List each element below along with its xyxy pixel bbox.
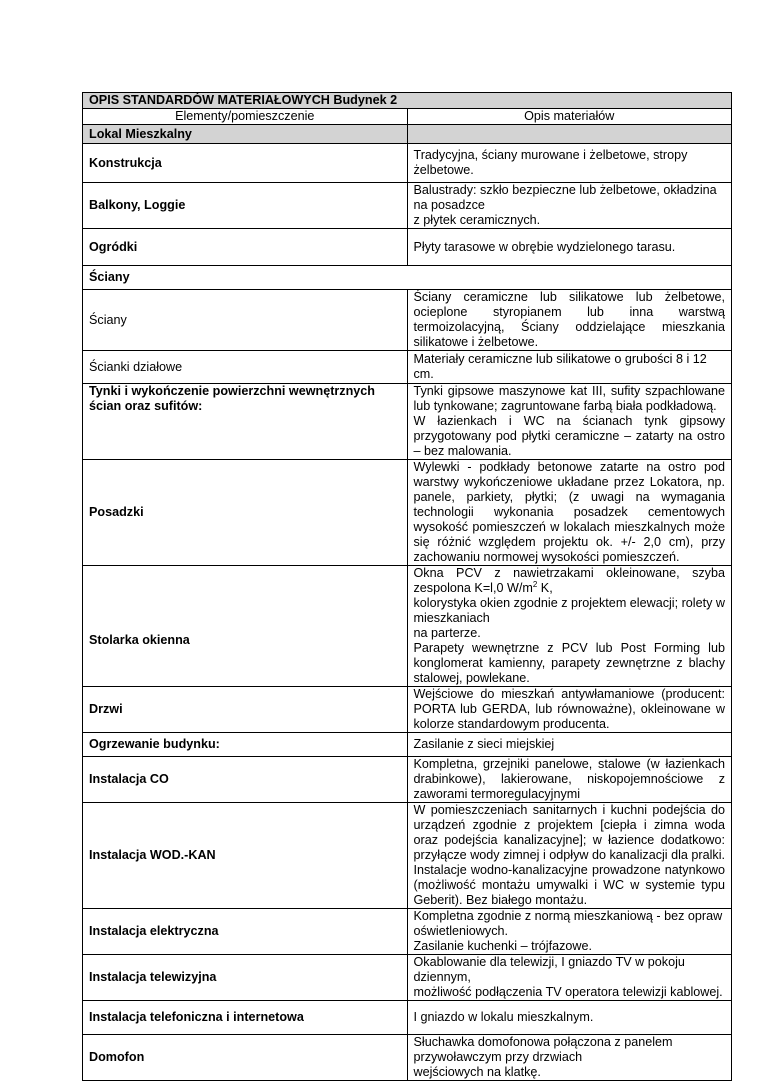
- row-description: Wylewki - podkłady betonowe zatarte na ostro pod warstwy wykończeniowe układane przez Lokatora, np. panele, parkiety, płytki; (z uwagi na wymagania technologii wykonania posadzek cementowych wysokość pomieszczeń w lokalach mieszkalnych może się różnić względem projektu ok. +/- 2,0 cm), przy zachowaniu normowej wysokości pomieszczeń.: [407, 460, 732, 566]
- row-description: Zasilanie z sieci miejskiej: [407, 733, 732, 757]
- row-label: Ścianki działowe: [83, 351, 408, 384]
- row-description-line: Słuchawka domofonowa połączona z panelem przywoławczym przy drzwiach: [413, 1035, 673, 1064]
- row-description-line: Zasilanie kuchenki – trójfazowe.: [413, 939, 593, 953]
- row-description: Tradycyjna, ściany murowane i żelbetowe, stropy żelbetowe.: [407, 144, 732, 183]
- row-label: Instalacja CO: [83, 757, 408, 803]
- row-description: Ściany ceramiczne lub silikatowe lub żelbetowe, ocieplone styropianem lub inna warstwą termoizolacyjną, Ściany oddzielające mieszkania silikatowe i żelbetowe.: [407, 290, 732, 351]
- table-row: [83, 909, 732, 955]
- document-title: OPIS STANDARDÓW MATERIAŁOWYCH Budynek 2: [83, 93, 732, 109]
- row-description-line: Tynki gipsowe maszynowe kat III, sufity szpachlowane lub tynkowane; zagruntowane farbą biała podkładową.: [413, 384, 725, 413]
- row-label: Ogrzewanie budynku:: [83, 733, 408, 757]
- row-description: [407, 566, 732, 687]
- section-empty-cell: [407, 125, 732, 144]
- table-row: [83, 229, 732, 266]
- table-row: [83, 733, 732, 757]
- row-label: Instalacja telefoniczna i internetowa: [83, 1001, 408, 1035]
- row-label: Balkony, Loggie: [83, 183, 408, 229]
- table-row: [83, 687, 732, 733]
- row-label: Ściany: [83, 290, 408, 351]
- row-description-line: K,: [537, 581, 553, 595]
- row-description: W pomieszczeniach sanitarnych i kuchni podejścia do urządzeń zgodnie z projektem [ciepła i zimna woda oraz podejścia kanalizacyjne]; w łazience dodatkowo: przyłącze wody zimnej i odpływ do kanalizacji dla pralki. Instalacje wodno-kanalizacyjne prowadzone natynkowo (możliwość montażu umywalki i WC w systemie typu Geberit). Bez białego montażu.: [407, 803, 732, 909]
- row-label: Konstrukcja: [83, 144, 408, 183]
- superscript: 2: [532, 579, 538, 589]
- row-label: Drzwi: [83, 687, 408, 733]
- section-row-lokal: [83, 125, 732, 144]
- column-header-row: [83, 109, 732, 125]
- materials-table: [82, 92, 732, 1081]
- table-row: [83, 803, 732, 909]
- row-label: Ogródki: [83, 229, 408, 266]
- row-description: [407, 1035, 732, 1081]
- column-header-description: Opis materiałów: [407, 109, 732, 125]
- section-row-sciany: [83, 266, 732, 290]
- row-description: Materiały ceramiczne lub silikatowe o grubości 8 i 12 cm.: [407, 351, 732, 384]
- row-description-line: Okna PCV z nawietrzakami okleinowane, szyba zespolona K=l,0 W/m: [413, 566, 725, 595]
- row-description: [407, 183, 732, 229]
- row-label: Domofon: [83, 1035, 408, 1081]
- table-row: [83, 460, 732, 566]
- table-row: [83, 290, 732, 351]
- row-label: Instalacja elektryczna: [83, 909, 408, 955]
- materials-standard-document: [82, 92, 732, 1081]
- row-description-line: z płytek ceramicznych.: [413, 213, 541, 227]
- row-description: Kompletna, grzejniki panelowe, stalowe (w łazienkach drabinkowe), lakierowane, niskopojemnościowe z zaworami termoregulacyjnymi: [407, 757, 732, 803]
- row-description-line: wejściowych na klatkę.: [413, 1065, 541, 1079]
- row-label: Stolarka okienna: [83, 566, 408, 687]
- row-description: Wejściowe do mieszkań antywłamaniowe (producent: PORTA lub GERDA, lub równoważne), okleinowane w kolorze standardowym producenta.: [407, 687, 732, 733]
- row-label: Posadzki: [83, 460, 408, 566]
- row-description-line: kolorystyka okien zgodnie z projektem elewacji; rolety w mieszkaniach: [413, 596, 725, 625]
- row-description-line: Parapety wewnętrzne z PCV lub Post Forming lub konglomerat kamienny, parapety zewnętrzne z blachy stalowej, powlekane.: [413, 641, 725, 685]
- row-description: [407, 384, 732, 460]
- section-sciany: Ściany: [83, 266, 732, 290]
- row-label: Instalacja WOD.-KAN: [83, 803, 408, 909]
- table-row: [83, 351, 732, 384]
- section-lokal-mieszkalny: Lokal Mieszkalny: [83, 125, 408, 144]
- row-description-line: W łazienkach i WC na ścianach tynk gipsowy przygotowany pod płytki ceramiczne – zatarty na ostro – bez malowania.: [413, 414, 725, 458]
- table-row: [83, 1001, 732, 1035]
- table-row: [83, 384, 732, 460]
- table-row: [83, 757, 732, 803]
- row-description: I gniazdo w lokalu mieszkalnym.: [407, 1001, 732, 1035]
- row-description-line: na parterze.: [413, 626, 481, 640]
- title-row: [83, 93, 732, 109]
- table-row: [83, 144, 732, 183]
- row-label: Tynki i wykończenie powierzchni wewnętrznych ścian oraz sufitów:: [83, 384, 408, 460]
- row-description-line: możliwość podłączenia TV operatora telewizji kablowej.: [413, 985, 723, 999]
- row-description-line: Balustrady: szkło bezpieczne lub żelbetowe, okładzina na posadzce: [413, 183, 717, 212]
- table-row: [83, 183, 732, 229]
- table-row: [83, 1035, 732, 1081]
- row-description: Płyty tarasowe w obrębie wydzielonego tarasu.: [407, 229, 732, 266]
- row-description-line: Kompletna zgodnie z normą mieszkaniową - bez opraw oświetleniowych.: [413, 909, 723, 938]
- table-row: [83, 566, 732, 687]
- row-description-line: Okablowanie dla telewizji, I gniazdo TV w pokoju dziennym,: [413, 955, 685, 984]
- row-description: [407, 909, 732, 955]
- column-header-elements: Elementy/pomieszczenie: [83, 109, 408, 125]
- row-label: Instalacja telewizyjna: [83, 955, 408, 1001]
